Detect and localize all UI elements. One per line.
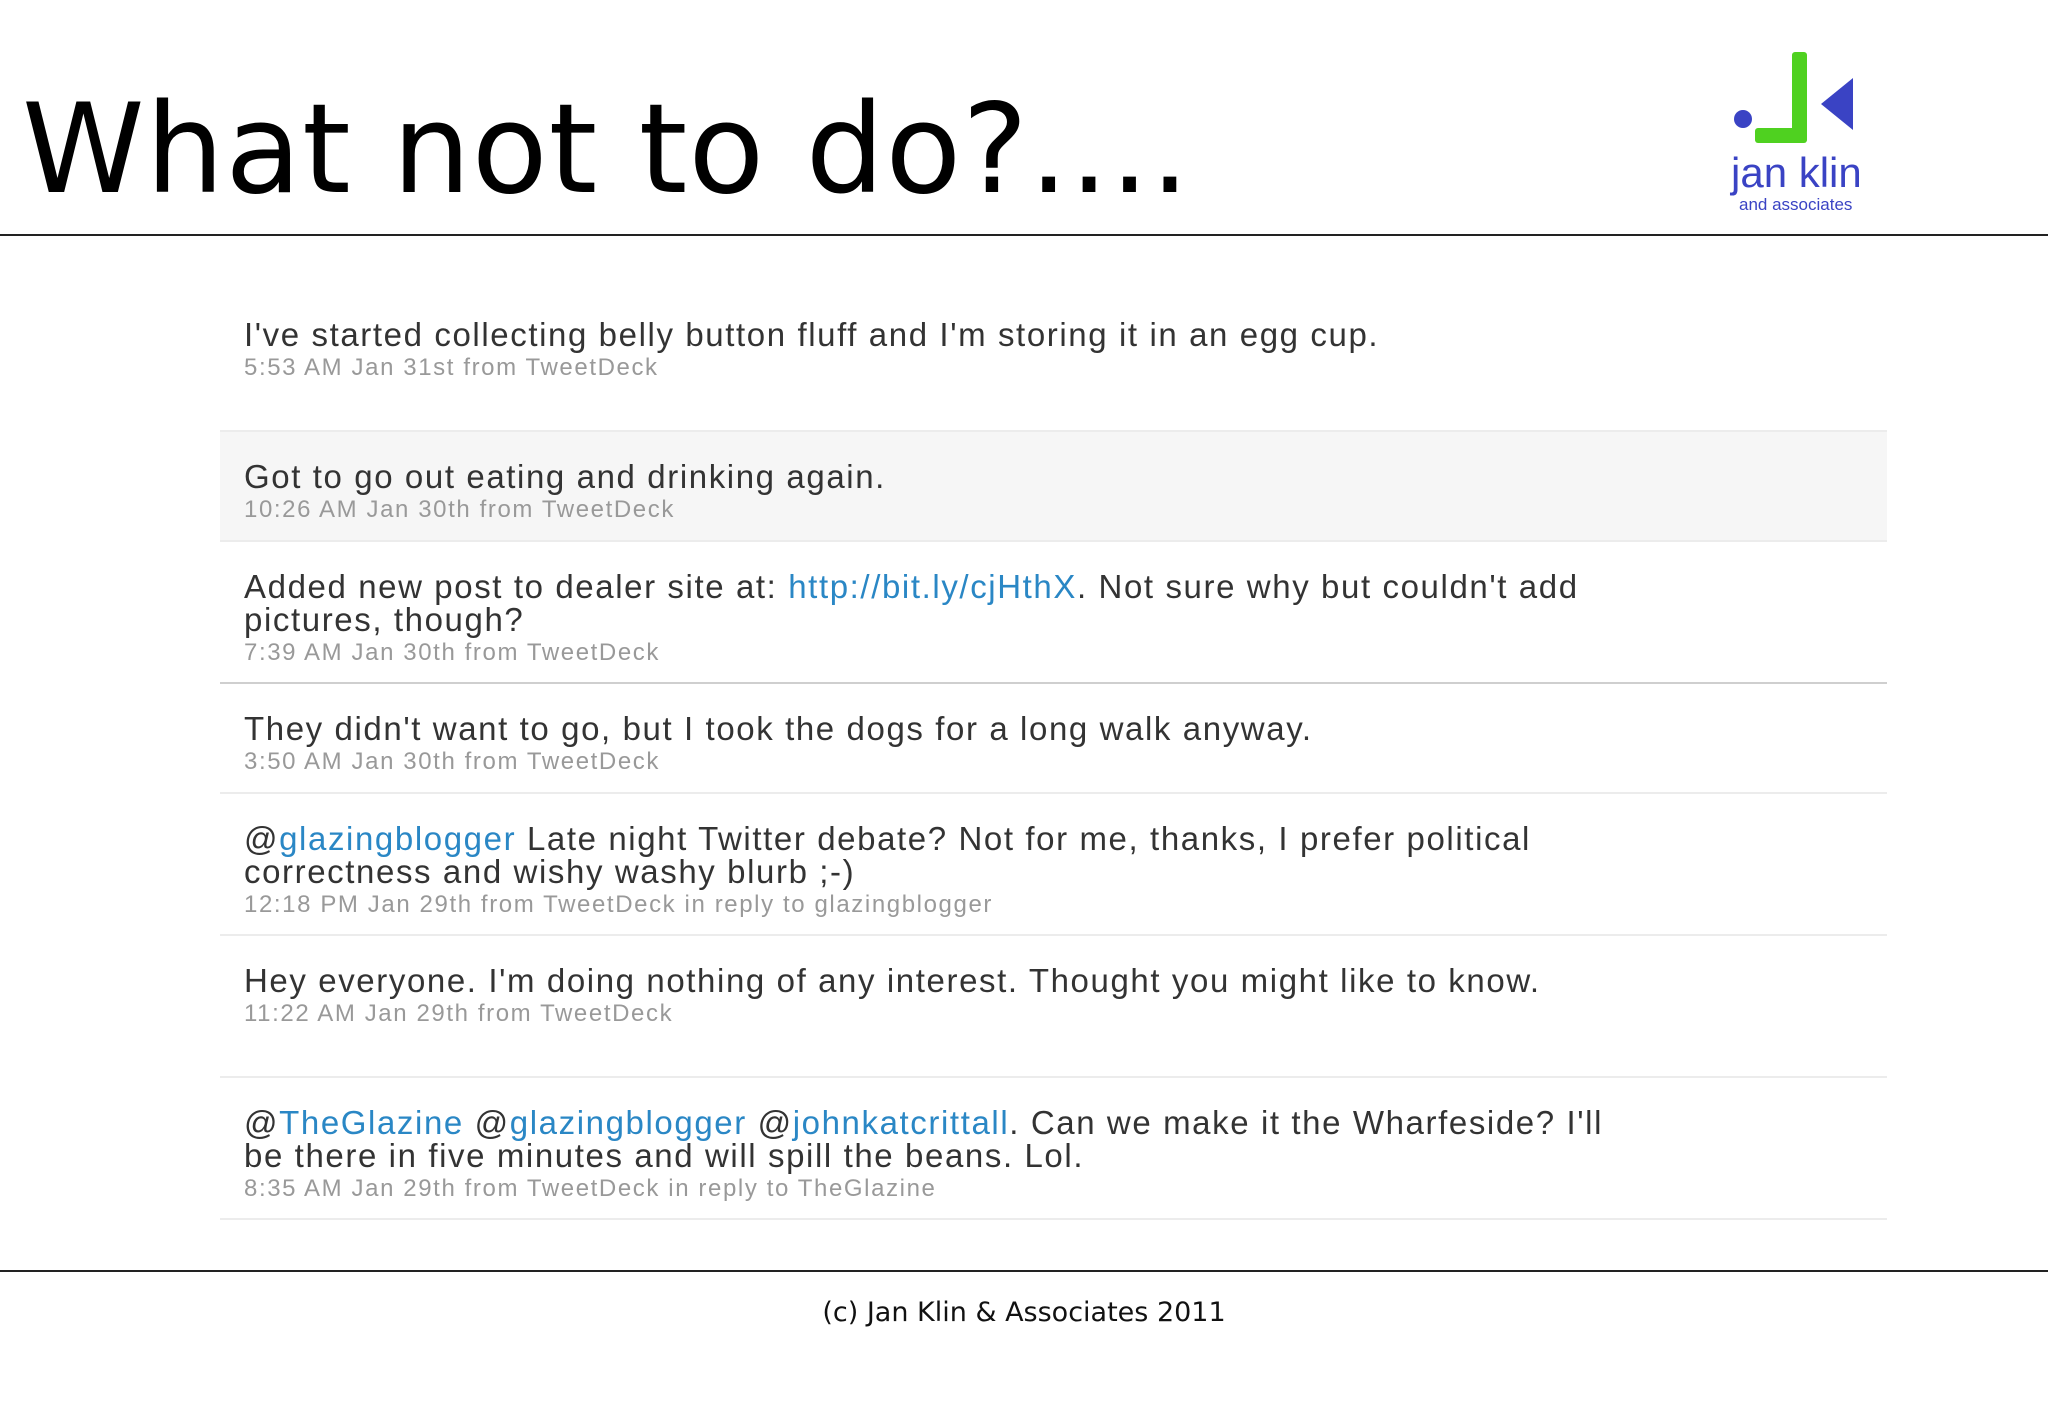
tweet-text-segment: . Not sure why but couldn't add pictures, though? <box>244 568 1579 638</box>
tweet-item <box>220 290 1887 432</box>
tweet-text <box>244 822 1624 888</box>
tweet-item <box>220 794 1887 936</box>
tweet-meta: 5:53 AM Jan 31st from TweetDeck <box>244 354 659 381</box>
jk-logo-mark-icon <box>1725 40 1875 150</box>
tweet-meta: 7:39 AM Jan 30th from TweetDeck <box>244 639 661 666</box>
logo-name: jan klin <box>1731 149 1862 196</box>
tweet-text <box>244 570 1624 636</box>
tweet-text-segment: @ <box>244 820 280 857</box>
slide-title: What not to do?.... <box>22 78 1191 222</box>
tweet-link[interactable]: johnkatcrittall <box>792 1104 1010 1141</box>
tweet-link[interactable]: http://bit.ly/cjHthX <box>788 568 1077 605</box>
tweet-item <box>220 542 1887 684</box>
tweet-link[interactable]: glazingblogger <box>509 1104 747 1141</box>
tweet-text-segment: They didn't want to go, but I took the dogs for a long walk anyway. <box>244 710 1313 747</box>
tweet-text <box>244 712 1624 745</box>
tweet-meta: 12:18 PM Jan 29th from TweetDeck in reply to glazingblogger <box>244 891 993 918</box>
tweet-item <box>220 684 1887 794</box>
tweet-text <box>244 318 1624 351</box>
tweet-text <box>244 964 1624 997</box>
tweet-text-segment: Late night Twitter debate? Not for me, thanks, I prefer political correctness and wishy washy blurb ;-) <box>244 820 1531 890</box>
tweet-text-segment: Added new post to dealer site at: <box>244 568 789 605</box>
tweet-text-segment: I've started collecting belly button fluff and I'm storing it in an egg cup. <box>244 316 1380 353</box>
tweet-text-segment: . Can we make it the Wharfeside? I'll be there in five minutes and will spill the beans. Lol. <box>244 1104 1604 1174</box>
tweet-item <box>220 432 1887 542</box>
footer-divider <box>0 1270 2048 1272</box>
company-logo <box>1725 40 1875 215</box>
header-divider <box>0 234 2048 236</box>
tweet-item <box>220 1078 1887 1220</box>
tweet-link[interactable]: TheGlazine <box>279 1104 464 1141</box>
tweet-meta: 8:35 AM Jan 29th from TweetDeck in reply to TheGlazine <box>244 1175 937 1202</box>
tweet-text <box>244 460 1624 493</box>
tweet-text-segment: @ <box>463 1104 510 1141</box>
tweet-text-segment: @ <box>746 1104 793 1141</box>
copyright-footer: (c) Jan Klin & Associates 2011 <box>822 1297 1226 1328</box>
tweet-text <box>244 1106 1624 1172</box>
tweet-meta: 10:26 AM Jan 30th from TweetDeck <box>244 496 675 523</box>
tweet-meta: 3:50 AM Jan 30th from TweetDeck <box>244 748 661 775</box>
tweet-meta: 11:22 AM Jan 29th from TweetDeck <box>244 1000 674 1027</box>
tweet-timeline <box>220 290 1887 1220</box>
tweet-link[interactable]: glazingblogger <box>279 820 517 857</box>
tweet-text-segment: Hey everyone. I'm doing nothing of any interest. Thought you might like to know. <box>244 962 1541 999</box>
tweet-text-segment: @ <box>244 1104 280 1141</box>
tweet-item <box>220 936 1887 1078</box>
tweet-text-segment: Got to go out eating and drinking again. <box>244 458 886 495</box>
logo-subtitle: and associates <box>1739 195 1853 214</box>
